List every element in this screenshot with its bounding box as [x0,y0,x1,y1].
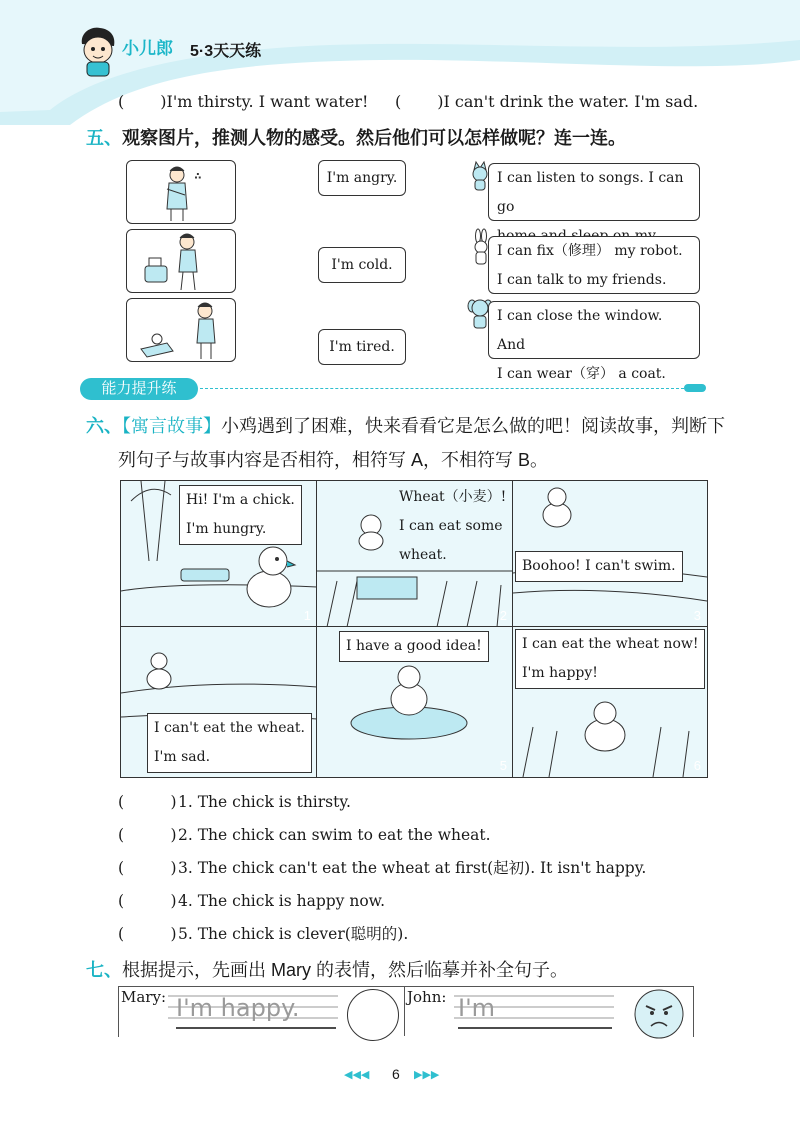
judge-item-2[interactable]: ( )2. The chick can swim to eat the wheat. [118,826,491,844]
comic-panel-5 [316,626,514,778]
john-label: John: [407,988,447,1006]
mary-face-circle[interactable] [347,989,399,1041]
judge-item-5[interactable]: ( )5. The chick is clever(聪明的). [118,925,409,943]
series-label: 5·3天天练 [190,43,262,60]
speech-panel-1: Hi! I'm a chick. I'm hungry. [179,485,302,545]
panel-number-3: 3 [693,608,701,623]
comic-panel-1 [120,480,318,628]
pencil-icon [684,384,706,392]
feeling-angry[interactable]: I'm angry. [318,160,406,196]
picture-broken-robot [126,229,236,293]
panel-number-4: 4 [303,758,311,773]
section5-title: 五、观察图片，推测人物的感受。然后他们可以怎样做呢？连一连。 [86,128,626,148]
brand-label: 小儿郎 [122,39,173,58]
panel-number-5: 5 [499,758,507,773]
top-line-right: ( )I can't drink the water. I'm sad. [395,92,699,111]
footer-arrows-left: ◀◀◀ [344,1069,370,1081]
panel-number-2: 2 [499,608,507,623]
speech-panel-3: Boohoo! I can't swim. [515,551,683,582]
picture-angry-boy [126,298,236,362]
speech-panel-2: Wheat（小麦）! I can eat some wheat. [399,489,507,563]
judge-item-3[interactable]: ( )3. The chick can't eat the wheat at first(起初). It isn't happy. [118,859,647,877]
ability-badge: 能力提升练 [80,378,198,400]
panel-number-1: 1 [303,608,311,623]
speech-panel-6: I can eat the wheat now! I'm happy! [515,629,705,689]
picture-cold-boy [126,160,236,224]
comic-panel-3 [512,480,708,628]
judge-item-1[interactable]: ( )1. The chick is thirsty. [118,793,351,811]
page-number: 6 [392,1066,400,1082]
john-trace-text[interactable]: I'm [458,994,496,1022]
mary-label: Mary: [121,988,166,1006]
comic-panel-2 [316,480,514,628]
feeling-tired[interactable]: I'm tired. [318,329,406,365]
action-1[interactable]: I can listen to songs. I can go [488,163,700,221]
section6-title-line2: 列句子与故事内容是否相符，相符写 A，不相符写 B。 [118,450,549,470]
panel-number-6: 6 [693,758,701,773]
svg-text:∴: ∴ [195,172,201,182]
top-line-left: ( )I'm thirsty. I want water! [118,92,369,111]
speech-panel-4: I can't eat the wheat. I'm sad. [147,713,312,773]
feeling-cold[interactable]: I'm cold. [318,247,406,283]
speech-panel-5: I have a good idea! [339,631,489,662]
action-2[interactable]: I can fix（修理） my robot. I can talk to my friends. [488,236,700,294]
section7-title: 七、根据提示，先画出 Mary 的表情，然后临摹并补全句子。 [86,960,568,980]
section6-title: 六、【寓言故事】小鸡遇到了困难，快来看看它是怎么做的吧！阅读故事，判断下 [86,416,725,436]
ability-divider [200,388,684,389]
mary-trace-text[interactable]: I'm happy. [176,994,300,1022]
comic-panel-4 [120,626,318,778]
judge-item-4[interactable]: ( )4. The chick is happy now. [118,892,386,910]
boy-mascot-icon [78,26,118,78]
footer-arrows-right: ▶▶▶ [414,1069,440,1081]
angry-face-icon [632,988,686,1040]
comic-panel-6 [512,626,708,778]
action-3[interactable]: I can close the window. And I can wear（穿） a coat. [488,301,700,359]
